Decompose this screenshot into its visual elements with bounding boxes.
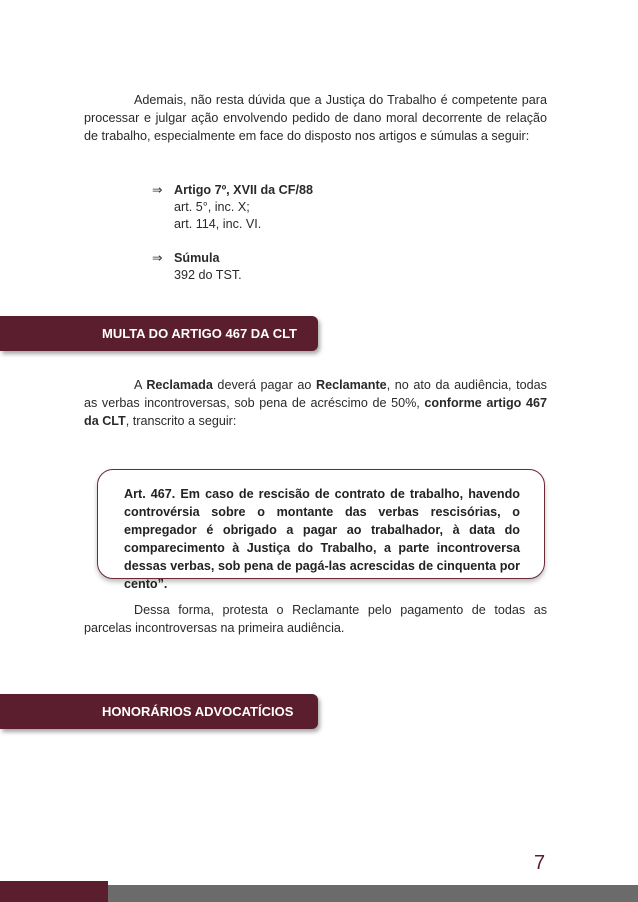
- list-item-sub: art. 114, inc. VI.: [174, 217, 262, 231]
- paragraph-protesta: Dessa forma, protesta o Reclamante pelo pagamento de todas as parcelas incontroversas na primeira audiência.: [84, 603, 547, 635]
- page-number: 7: [534, 852, 546, 874]
- paragraph-jurisdiction: Ademais, não resta dúvida que a Justiça do Trabalho é competente para processar e julgar ação envolvendo pedido de dano moral decorrente de relação de trabalho, especialmente em face do disposto nos artigos e súmulas a seguir:: [84, 93, 547, 143]
- list-item: [152, 250, 313, 284]
- list-item-sub: 392 do TST.: [174, 268, 242, 282]
- section-banner-honorarios: HONORÁRIOS ADVOCATÍCIOS: [0, 694, 318, 729]
- footer-accent: [0, 881, 108, 902]
- list-item-title: Súmula: [174, 251, 220, 265]
- footer-bar: [108, 885, 638, 902]
- article-467-quote: Art. 467. Em caso de rescisão de contrato de trabalho, havendo controvérsia sobre o montante das verbas rescisórias, o empregador é obrigado a pagar ao trabalhador, à data do comparecimento à Justiça do Trabalho, a parte incontroversa dessas verbas, sob pena de pagá-las acrescidas de cinquenta por cento”.: [124, 487, 520, 591]
- double-arrow-icon: ⇒: [152, 183, 163, 197]
- list-item-title: Artigo 7º, XVII da CF/88: [174, 183, 313, 197]
- list-item: [152, 182, 313, 233]
- list-item-sub: art. 5°, inc. X;: [174, 200, 250, 214]
- legal-references-list: [152, 182, 313, 284]
- double-arrow-icon: ⇒: [152, 251, 163, 265]
- paragraph-reclamada: A Reclamada deverá pagar ao Reclamante, no ato da audiência, todas as verbas incontroversas, sob pena de acréscimo de 50%, conforme artigo 467 da CLT, transcrito a seguir:: [84, 378, 547, 428]
- section-banner-multa: MULTA DO ARTIGO 467 DA CLT: [0, 316, 318, 351]
